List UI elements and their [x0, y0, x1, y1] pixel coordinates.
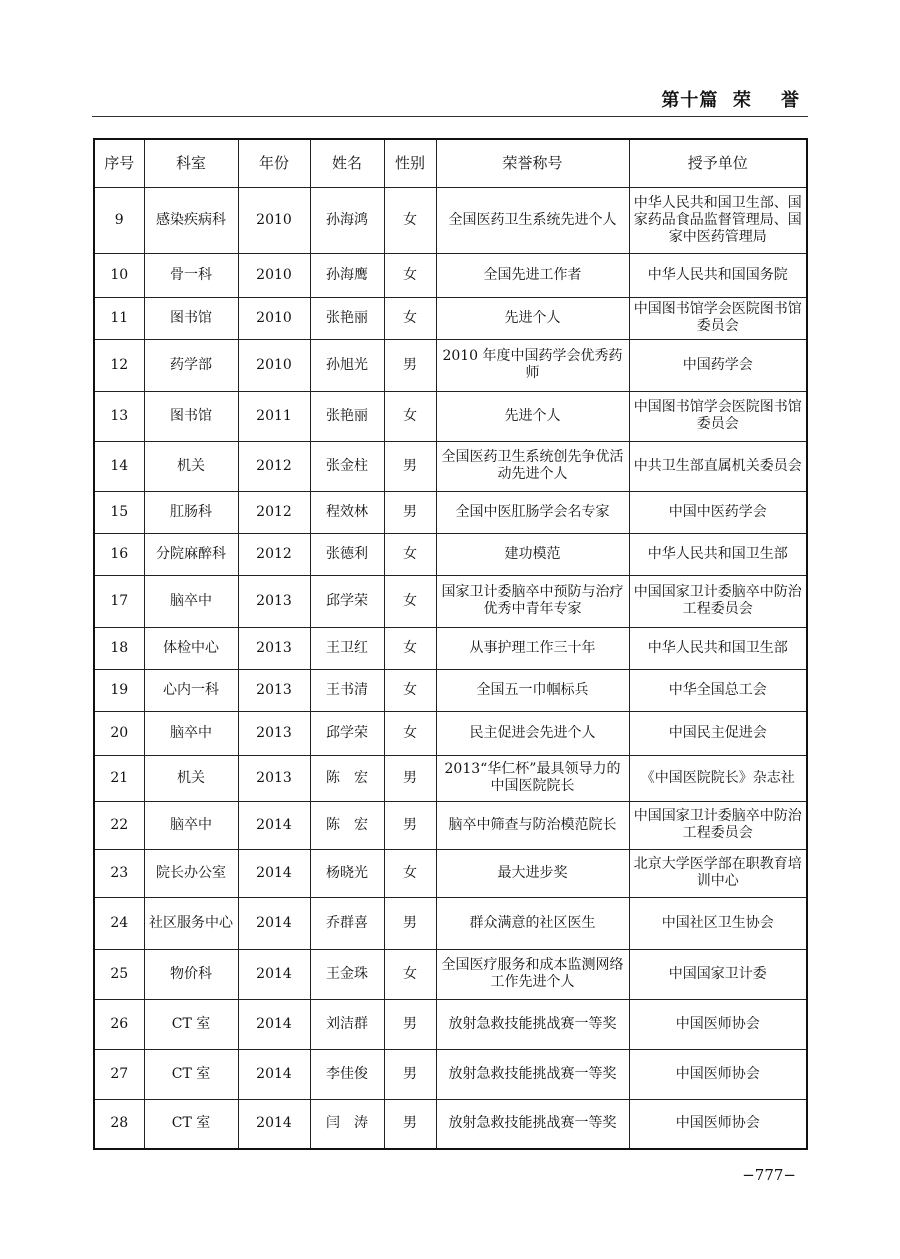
table-cell: 《中国医院院长》杂志社	[629, 755, 807, 801]
table-cell: 女	[384, 711, 436, 755]
table-cell: 社区服务中心	[144, 897, 238, 949]
table-cell: 2014	[238, 801, 310, 849]
table-row	[94, 801, 807, 849]
table-cell: 感染疾病科	[144, 187, 238, 253]
table-row	[94, 533, 807, 575]
table-row	[94, 711, 807, 755]
table-cell: 2012	[238, 441, 310, 491]
table-row	[94, 491, 807, 533]
table-cell: 女	[384, 849, 436, 897]
table-cell: 女	[384, 533, 436, 575]
table-cell: 中华全国总工会	[629, 669, 807, 711]
table-cell: 2014	[238, 1049, 310, 1099]
table-cell: 2012	[238, 491, 310, 533]
table-cell: 女	[384, 575, 436, 627]
table-row	[94, 339, 807, 391]
table-row	[94, 1099, 807, 1149]
table-cell: 中华人民共和国卫生部	[629, 533, 807, 575]
table-cell: 中华人民共和国卫生部、国家药品食品监督管理局、国家中医药管理局	[629, 187, 807, 253]
table-cell: 孙海鸿	[310, 187, 384, 253]
table-cell: 陈 宏	[310, 755, 384, 801]
table-cell: 28	[94, 1099, 144, 1149]
table-cell: 2013	[238, 575, 310, 627]
table-cell: 女	[384, 297, 436, 339]
table-cell: 全国医药卫生系统先进个人	[436, 187, 629, 253]
table-cell: 国家卫计委脑卒中预防与治疗优秀中青年专家	[436, 575, 629, 627]
table-row	[94, 297, 807, 339]
table-cell: 23	[94, 849, 144, 897]
table-cell: 体检中心	[144, 627, 238, 669]
table-cell: 25	[94, 949, 144, 999]
table-cell: 14	[94, 441, 144, 491]
table-cell: 张德利	[310, 533, 384, 575]
table-cell: 邱学荣	[310, 575, 384, 627]
table-cell: 王金珠	[310, 949, 384, 999]
table-cell: 先进个人	[436, 297, 629, 339]
table-cell: 张艳丽	[310, 391, 384, 441]
table-row	[94, 441, 807, 491]
table-cell: 女	[384, 187, 436, 253]
table-row	[94, 999, 807, 1049]
table-cell: 全国先进工作者	[436, 253, 629, 297]
table-cell: 中国国家卫计委脑卒中防治工程委员会	[629, 575, 807, 627]
table-cell: 肛肠科	[144, 491, 238, 533]
table-cell: 骨一科	[144, 253, 238, 297]
table-cell: 2014	[238, 949, 310, 999]
table-cell: 乔群喜	[310, 897, 384, 949]
table-cell: 女	[384, 949, 436, 999]
table-cell: 药学部	[144, 339, 238, 391]
table-cell: 男	[384, 897, 436, 949]
table-cell: 18	[94, 627, 144, 669]
table-cell: 程效林	[310, 491, 384, 533]
table-row	[94, 391, 807, 441]
table-cell: 20	[94, 711, 144, 755]
table-cell: 男	[384, 491, 436, 533]
table-cell: 孙旭光	[310, 339, 384, 391]
table-cell: 男	[384, 1049, 436, 1099]
table-row	[94, 575, 807, 627]
table-cell: 王卫红	[310, 627, 384, 669]
table-cell: 脑卒中	[144, 711, 238, 755]
table-cell: 11	[94, 297, 144, 339]
table-cell: 从事护理工作三十年	[436, 627, 629, 669]
table-row	[94, 187, 807, 253]
table-cell: 中国医师协会	[629, 1049, 807, 1099]
table-cell: 脑卒中筛查与防治模范院长	[436, 801, 629, 849]
table-row	[94, 669, 807, 711]
table-cell: 26	[94, 999, 144, 1049]
column-header: 年份	[238, 139, 310, 187]
table-cell: 最大进步奖	[436, 849, 629, 897]
table-row	[94, 253, 807, 297]
table-cell: 中国医师协会	[629, 1099, 807, 1149]
table-cell: 院长办公室	[144, 849, 238, 897]
table-cell: 2014	[238, 849, 310, 897]
table-cell: 建功模范	[436, 533, 629, 575]
table-cell: 22	[94, 801, 144, 849]
column-header: 序号	[94, 139, 144, 187]
table-cell: 机关	[144, 441, 238, 491]
table-cell: 10	[94, 253, 144, 297]
table-cell: 2014	[238, 999, 310, 1049]
table-cell: 脑卒中	[144, 801, 238, 849]
table-cell: 男	[384, 801, 436, 849]
header-rule	[92, 116, 808, 117]
table-cell: 张艳丽	[310, 297, 384, 339]
table-row	[94, 627, 807, 669]
table-cell: 2010	[238, 187, 310, 253]
column-header: 荣誉称号	[436, 139, 629, 187]
table-cell: 孙海鹰	[310, 253, 384, 297]
table-cell: 陈 宏	[310, 801, 384, 849]
table-cell: 中华人民共和国国务院	[629, 253, 807, 297]
column-header: 授予单位	[629, 139, 807, 187]
table-cell: 15	[94, 491, 144, 533]
column-header: 姓名	[310, 139, 384, 187]
table-cell: 2013	[238, 755, 310, 801]
table-cell: 民主促进会先进个人	[436, 711, 629, 755]
table-cell: 2013	[238, 711, 310, 755]
table-cell: CT 室	[144, 1049, 238, 1099]
table-row	[94, 897, 807, 949]
table-cell: 中国民主促进会	[629, 711, 807, 755]
table-cell: 2014	[238, 1099, 310, 1149]
table-cell: 2010	[238, 253, 310, 297]
column-header: 科室	[144, 139, 238, 187]
table-cell: 男	[384, 755, 436, 801]
table-cell: 女	[384, 253, 436, 297]
table-cell: 王书清	[310, 669, 384, 711]
table-cell: 中国国家卫计委脑卒中防治工程委员会	[629, 801, 807, 849]
table-cell: 2010 年度中国药学会优秀药师	[436, 339, 629, 391]
table-cell: 女	[384, 669, 436, 711]
table-cell: 12	[94, 339, 144, 391]
table-cell: 群众满意的社区医生	[436, 897, 629, 949]
table-cell: 心内一科	[144, 669, 238, 711]
table-cell: 放射急救技能挑战赛一等奖	[436, 999, 629, 1049]
table-cell: 19	[94, 669, 144, 711]
table-cell: 女	[384, 391, 436, 441]
table-cell: 杨晓光	[310, 849, 384, 897]
table-cell: 男	[384, 441, 436, 491]
table-cell: 邱学荣	[310, 711, 384, 755]
table-cell: 中共卫生部直属机关委员会	[629, 441, 807, 491]
table-cell: 16	[94, 533, 144, 575]
table-cell: 中国图书馆学会医院图书馆委员会	[629, 391, 807, 441]
table-cell: 刘洁群	[310, 999, 384, 1049]
table-cell: 闫 涛	[310, 1099, 384, 1149]
table-cell: CT 室	[144, 1099, 238, 1149]
table-cell: 放射急救技能挑战赛一等奖	[436, 1099, 629, 1149]
table-cell: 中国国家卫计委	[629, 949, 807, 999]
table-row	[94, 755, 807, 801]
table-cell: 中国药学会	[629, 339, 807, 391]
honors-table	[93, 138, 808, 1150]
table-cell: 2012	[238, 533, 310, 575]
table-header-row	[94, 139, 807, 187]
table-cell: 2014	[238, 897, 310, 949]
table-cell: 27	[94, 1049, 144, 1099]
table-cell: 全国中医肛肠学会名专家	[436, 491, 629, 533]
table-cell: 13	[94, 391, 144, 441]
table-cell: 脑卒中	[144, 575, 238, 627]
table-cell: 全国五一巾帼标兵	[436, 669, 629, 711]
table-cell: 全国医疗服务和成本监测网络工作先进个人	[436, 949, 629, 999]
table-cell: 图书馆	[144, 391, 238, 441]
table-cell: CT 室	[144, 999, 238, 1049]
table-cell: 物价科	[144, 949, 238, 999]
table-cell: 17	[94, 575, 144, 627]
table-cell: 分院麻醉科	[144, 533, 238, 575]
table-row	[94, 1049, 807, 1099]
table-cell: 2013	[238, 669, 310, 711]
running-head: 第十篇 荣 誉	[661, 90, 800, 111]
table-row	[94, 949, 807, 999]
table-cell: 2011	[238, 391, 310, 441]
table-cell: 北京大学医学部在职教育培训中心	[629, 849, 807, 897]
table-cell: 2010	[238, 297, 310, 339]
table-cell: 机关	[144, 755, 238, 801]
table-cell: 24	[94, 897, 144, 949]
table-cell: 2013	[238, 627, 310, 669]
table-cell: 中国中医药学会	[629, 491, 807, 533]
table-cell: 先进个人	[436, 391, 629, 441]
table-cell: 放射急救技能挑战赛一等奖	[436, 1049, 629, 1099]
table-cell: 李佳俊	[310, 1049, 384, 1099]
table-cell: 2010	[238, 339, 310, 391]
table-cell: 中国社区卫生协会	[629, 897, 807, 949]
table-cell: 中国图书馆学会医院图书馆委员会	[629, 297, 807, 339]
table-cell: 全国医药卫生系统创先争优活动先进个人	[436, 441, 629, 491]
table-cell: 女	[384, 627, 436, 669]
table-cell: 男	[384, 1099, 436, 1149]
table-row	[94, 849, 807, 897]
table-cell: 中华人民共和国卫生部	[629, 627, 807, 669]
page-number: −777−	[742, 1166, 796, 1184]
table-cell: 2013“华仁杯”最具领导力的中国医院院长	[436, 755, 629, 801]
table-cell: 21	[94, 755, 144, 801]
column-header: 性别	[384, 139, 436, 187]
table-cell: 9	[94, 187, 144, 253]
table-cell: 男	[384, 339, 436, 391]
table-cell: 中国医师协会	[629, 999, 807, 1049]
table-cell: 张金柱	[310, 441, 384, 491]
table-cell: 图书馆	[144, 297, 238, 339]
table-cell: 男	[384, 999, 436, 1049]
